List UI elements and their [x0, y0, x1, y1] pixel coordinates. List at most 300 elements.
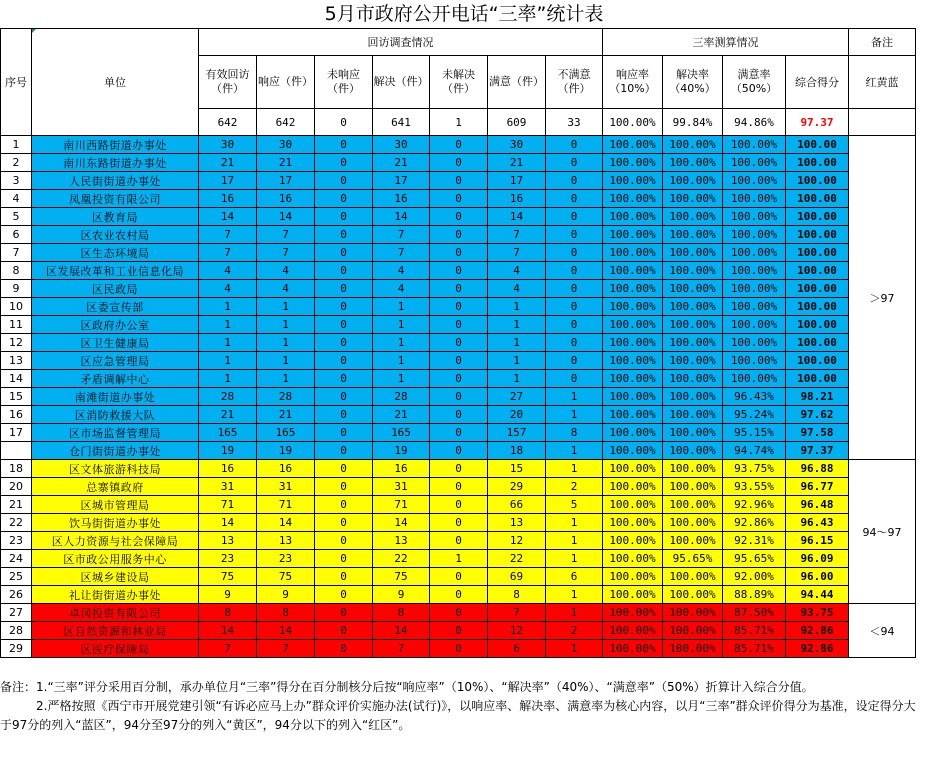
row-count: 2: [546, 478, 603, 496]
row-count: 0: [315, 622, 373, 640]
row-count: 0: [430, 154, 488, 172]
row-rate: 85.71%: [723, 622, 786, 640]
row-count: 1: [373, 334, 430, 352]
row-rate: 100.00%: [603, 406, 663, 424]
row-score: 100.00: [786, 172, 849, 190]
row-count: 71: [257, 496, 315, 514]
row-rate: 100.00%: [603, 388, 663, 406]
row-count: 1: [199, 316, 257, 334]
row-seq: 20: [1, 478, 32, 496]
row-count: 8: [488, 586, 546, 604]
row-count: 1: [546, 550, 603, 568]
row-count: 7: [488, 244, 546, 262]
row-count: 0: [430, 406, 488, 424]
row-score: 100.00: [786, 190, 849, 208]
row-count: 75: [199, 568, 257, 586]
row-unit: 区消防救援大队: [32, 406, 199, 424]
row-count: 16: [373, 460, 430, 478]
row-count: 31: [199, 478, 257, 496]
row-rate: 100.00%: [663, 226, 723, 244]
row-rate: 100.00%: [603, 154, 663, 172]
row-seq: 18: [1, 460, 32, 478]
row-rate: 100.00%: [663, 604, 723, 622]
row-count: 1: [546, 460, 603, 478]
row-rate: 100.00%: [603, 190, 663, 208]
table-row: [1, 262, 916, 280]
row-count: 0: [430, 622, 488, 640]
header-note-group: 备注: [849, 29, 916, 56]
table-row: [1, 334, 916, 352]
total-value: 642: [257, 109, 315, 136]
total-value: 642: [199, 109, 257, 136]
row-rate: 92.86%: [723, 514, 786, 532]
row-count: 14: [257, 622, 315, 640]
row-rate: 100.00%: [603, 568, 663, 586]
row-rate: 95.24%: [723, 406, 786, 424]
row-count: 19: [373, 442, 430, 460]
row-count: 27: [488, 388, 546, 406]
row-count: 4: [257, 262, 315, 280]
row-count: 4: [373, 280, 430, 298]
row-count: 1: [373, 370, 430, 388]
row-score: 97.58: [786, 424, 849, 442]
row-count: 9: [373, 586, 430, 604]
row-unit: 区卫生健康局: [32, 334, 199, 352]
row-score: 100.00: [786, 280, 849, 298]
row-count: 4: [199, 280, 257, 298]
row-count: 20: [488, 406, 546, 424]
row-unit: 区自然资源和林业局: [32, 622, 199, 640]
row-count: 0: [315, 352, 373, 370]
row-seq: 12: [1, 334, 32, 352]
row-rate: 100.00%: [603, 604, 663, 622]
row-count: 165: [199, 424, 257, 442]
row-seq: 29: [1, 640, 32, 658]
row-rate: 100.00%: [603, 208, 663, 226]
row-count: 29: [488, 478, 546, 496]
row-unit: 卓冈投资有限公司: [32, 604, 199, 622]
row-rate: 92.96%: [723, 496, 786, 514]
row-count: 0: [546, 334, 603, 352]
row-rate: 100.00%: [723, 316, 786, 334]
row-seq: 24: [1, 550, 32, 568]
table-row: [1, 550, 916, 568]
row-count: 0: [546, 244, 603, 262]
row-count: 69: [488, 568, 546, 586]
note-line-1: 备注：1.“三率”评分采用百分制，承办单位月“三率”得分在百分制核分后按“响应率”（10%）、“解决率”（40%）、“满意率”（50%）折算计入综合分值。: [0, 680, 814, 694]
row-count: 1: [257, 316, 315, 334]
row-count: 0: [315, 406, 373, 424]
row-rate: 100.00%: [663, 316, 723, 334]
table-row: [1, 370, 916, 388]
row-count: 17: [199, 172, 257, 190]
row-rate: 100.00%: [663, 460, 723, 478]
row-count: 0: [315, 424, 373, 442]
row-count: 165: [373, 424, 430, 442]
row-unit: 区应急管理局: [32, 352, 199, 370]
row-count: 0: [315, 226, 373, 244]
total-value: 33: [546, 109, 603, 136]
row-unit: 区城市管理局: [32, 496, 199, 514]
row-count: 14: [199, 208, 257, 226]
row-rate: 100.00%: [663, 478, 723, 496]
row-seq: 16: [1, 406, 32, 424]
row-count: 1: [546, 406, 603, 424]
total-rate: 94.86%: [723, 109, 786, 136]
row-rate: 100.00%: [663, 208, 723, 226]
row-rate: 100.00%: [663, 532, 723, 550]
table-row: [1, 622, 916, 640]
row-count: 1: [199, 370, 257, 388]
row-rate: 100.00%: [723, 244, 786, 262]
row-count: 13: [373, 532, 430, 550]
row-score: 100.00: [786, 352, 849, 370]
row-seq: 7: [1, 244, 32, 262]
table-row: [1, 640, 916, 658]
header-rate-col: 响应率（10%）: [603, 56, 663, 109]
row-count: 1: [199, 352, 257, 370]
row-count: 1: [257, 352, 315, 370]
row-count: 1: [546, 604, 603, 622]
row-count: 16: [488, 190, 546, 208]
row-unit: 礼让街街道办事处: [32, 586, 199, 604]
row-rate: 100.00%: [603, 280, 663, 298]
row-count: 1: [199, 334, 257, 352]
header-visit-group: 回访调查情况: [199, 29, 603, 56]
row-rate: 85.71%: [723, 640, 786, 658]
row-rate: 100.00%: [603, 226, 663, 244]
row-seq: 21: [1, 496, 32, 514]
row-rate: 100.00%: [663, 388, 723, 406]
row-unit: 区生态环境局: [32, 244, 199, 262]
row-count: 4: [488, 262, 546, 280]
table-row: [1, 442, 916, 460]
row-seq: 10: [1, 298, 32, 316]
row-rate: 100.00%: [663, 514, 723, 532]
row-count: 1: [546, 532, 603, 550]
row-count: 7: [257, 226, 315, 244]
row-rate: 100.00%: [603, 172, 663, 190]
row-score: 100.00: [786, 298, 849, 316]
row-count: 0: [546, 190, 603, 208]
row-count: 0: [430, 586, 488, 604]
row-count: 1: [546, 442, 603, 460]
row-count: 75: [257, 568, 315, 586]
row-score: 96.48: [786, 496, 849, 514]
row-count: 0: [546, 370, 603, 388]
row-count: 1: [546, 640, 603, 658]
row-count: 165: [257, 424, 315, 442]
row-count: 0: [430, 496, 488, 514]
row-rate: 100.00%: [663, 262, 723, 280]
row-count: 19: [199, 442, 257, 460]
zone-label-yellow: 94～97: [849, 460, 916, 604]
row-count: 1: [546, 586, 603, 604]
table-row: [1, 316, 916, 334]
row-score: 98.21: [786, 388, 849, 406]
row-count: 0: [430, 604, 488, 622]
row-rate: 100.00%: [663, 406, 723, 424]
row-rate: 100.00%: [603, 424, 663, 442]
row-count: 8: [373, 604, 430, 622]
row-count: 0: [315, 496, 373, 514]
row-score: 100.00: [786, 154, 849, 172]
row-rate: 100.00%: [723, 136, 786, 154]
row-count: 0: [546, 262, 603, 280]
row-count: 7: [373, 244, 430, 262]
row-count: 23: [199, 550, 257, 568]
row-count: 0: [315, 550, 373, 568]
row-seq: 27: [1, 604, 32, 622]
row-count: 13: [199, 532, 257, 550]
row-rate: 87.50%: [723, 604, 786, 622]
page-title: 5月市政府公开电话“三率”统计表: [324, 3, 604, 25]
row-rate: 100.00%: [603, 316, 663, 334]
row-count: 21: [199, 154, 257, 172]
row-count: 1: [546, 388, 603, 406]
row-count: 30: [199, 136, 257, 154]
row-count: 0: [315, 478, 373, 496]
row-count: 0: [546, 172, 603, 190]
row-count: 0: [315, 334, 373, 352]
row-count: 14: [373, 622, 430, 640]
row-score: 93.75: [786, 604, 849, 622]
row-count: 4: [257, 280, 315, 298]
row-count: 7: [257, 244, 315, 262]
row-seq: 2: [1, 154, 32, 172]
row-score: 96.77: [786, 478, 849, 496]
row-count: 17: [373, 172, 430, 190]
row-rate: 100.00%: [603, 460, 663, 478]
row-count: 0: [430, 208, 488, 226]
row-count: 7: [488, 226, 546, 244]
row-count: 0: [315, 460, 373, 478]
row-count: 0: [315, 604, 373, 622]
row-seq: 17: [1, 424, 32, 442]
header-col: 响应（件）: [257, 56, 315, 109]
table-row: [1, 460, 916, 478]
row-rate: 100.00%: [723, 172, 786, 190]
row-count: 21: [373, 406, 430, 424]
row-count: 0: [315, 154, 373, 172]
row-unit: 南滩街道办事处: [32, 388, 199, 406]
row-unit: 仓门街街道办事处: [32, 442, 199, 460]
row-rate: 100.00%: [723, 334, 786, 352]
row-unit: 南川东路街道办事处: [32, 154, 199, 172]
row-count: 0: [430, 532, 488, 550]
row-rate: 100.00%: [663, 172, 723, 190]
row-rate: 92.00%: [723, 568, 786, 586]
header-zone: 红黄蓝: [849, 56, 916, 109]
row-count: 0: [430, 334, 488, 352]
row-rate: 100.00%: [603, 262, 663, 280]
row-count: 14: [373, 208, 430, 226]
row-seq: [1, 442, 32, 460]
row-count: 7: [199, 244, 257, 262]
row-rate: 100.00%: [663, 640, 723, 658]
row-rate: 100.00%: [663, 298, 723, 316]
row-seq: 13: [1, 352, 32, 370]
row-count: 28: [257, 388, 315, 406]
table-row: [1, 136, 916, 154]
table-row: [1, 172, 916, 190]
table-row: [1, 514, 916, 532]
row-count: 1: [257, 334, 315, 352]
row-count: 21: [488, 154, 546, 172]
row-rate: 100.00%: [723, 280, 786, 298]
row-score: 100.00: [786, 208, 849, 226]
row-count: 8: [546, 424, 603, 442]
row-rate: 100.00%: [663, 586, 723, 604]
row-count: 23: [257, 550, 315, 568]
header-seq: 序号: [1, 29, 32, 136]
row-count: 14: [257, 514, 315, 532]
total-value: 1: [430, 109, 488, 136]
zone-label-red: ＜94: [849, 604, 916, 658]
row-unit: 饮马街街道办事处: [32, 514, 199, 532]
table-row: [1, 406, 916, 424]
total-value: 609: [488, 109, 546, 136]
header-col: 不满意（件）: [546, 56, 603, 109]
row-count: 15: [488, 460, 546, 478]
row-score: 100.00: [786, 334, 849, 352]
row-unit: 区人力资源与社会保障局: [32, 532, 199, 550]
row-seq: 4: [1, 190, 32, 208]
row-count: 1: [257, 370, 315, 388]
table-row: [1, 154, 916, 172]
table-row: [1, 208, 916, 226]
total-value: 0: [315, 109, 373, 136]
row-unit: 南川西路街道办事处: [32, 136, 199, 154]
row-count: 0: [315, 208, 373, 226]
row-count: 4: [373, 262, 430, 280]
row-score: 96.88: [786, 460, 849, 478]
row-score: 97.62: [786, 406, 849, 424]
row-count: 1: [199, 298, 257, 316]
row-count: 0: [546, 298, 603, 316]
row-rate: 100.00%: [663, 154, 723, 172]
row-seq: 14: [1, 370, 32, 388]
row-count: 6: [546, 568, 603, 586]
table-row: [1, 226, 916, 244]
row-rate: 100.00%: [663, 244, 723, 262]
row-count: 16: [199, 190, 257, 208]
table-row: [1, 388, 916, 406]
row-rate: 100.00%: [723, 154, 786, 172]
row-count: 0: [430, 136, 488, 154]
row-rate: 100.00%: [603, 442, 663, 460]
table-row: [1, 424, 916, 442]
row-rate: 100.00%: [723, 370, 786, 388]
row-seq: 26: [1, 586, 32, 604]
row-unit: 区医疗保障局: [32, 640, 199, 658]
row-count: 7: [199, 640, 257, 658]
row-count: 19: [257, 442, 315, 460]
row-rate: 100.00%: [663, 136, 723, 154]
row-count: 0: [430, 190, 488, 208]
row-count: 0: [315, 640, 373, 658]
row-rate: 100.00%: [603, 550, 663, 568]
row-rate: 100.00%: [603, 478, 663, 496]
row-rate: 96.43%: [723, 388, 786, 406]
row-unit: 区教育局: [32, 208, 199, 226]
row-count: 0: [315, 262, 373, 280]
total-zone-empty: [849, 109, 916, 136]
row-count: 7: [488, 604, 546, 622]
header-col: 解决（件）: [373, 56, 430, 109]
total-value: 641: [373, 109, 430, 136]
row-count: 1: [488, 334, 546, 352]
row-count: 0: [315, 136, 373, 154]
zone-label-blue: ＞97: [849, 136, 916, 460]
row-score: 97.37: [786, 442, 849, 460]
row-rate: 100.00%: [663, 370, 723, 388]
row-score: 100.00: [786, 244, 849, 262]
row-rate: 93.75%: [723, 460, 786, 478]
row-count: 0: [430, 262, 488, 280]
row-rate: 100.00%: [663, 424, 723, 442]
row-count: 0: [430, 226, 488, 244]
table-row: [1, 532, 916, 550]
row-count: 1: [430, 550, 488, 568]
row-rate: 94.74%: [723, 442, 786, 460]
row-score: 100.00: [786, 136, 849, 154]
row-count: 18: [488, 442, 546, 460]
row-score: 96.15: [786, 532, 849, 550]
row-count: 9: [199, 586, 257, 604]
row-count: 157: [488, 424, 546, 442]
row-count: 0: [430, 568, 488, 586]
row-count: 0: [315, 316, 373, 334]
row-count: 0: [315, 568, 373, 586]
row-rate: 100.00%: [603, 622, 663, 640]
row-rate: 95.65%: [663, 550, 723, 568]
row-count: 16: [257, 190, 315, 208]
row-count: 16: [199, 460, 257, 478]
row-count: 1: [488, 370, 546, 388]
row-count: 0: [430, 640, 488, 658]
row-count: 0: [546, 226, 603, 244]
row-count: 0: [546, 208, 603, 226]
row-count: 0: [315, 442, 373, 460]
header-rate-group: 三率测算情况: [603, 29, 849, 56]
row-unit: 区委宣传部: [32, 298, 199, 316]
row-score: 92.86: [786, 622, 849, 640]
row-count: 12: [488, 532, 546, 550]
row-rate: 100.00%: [603, 514, 663, 532]
row-count: 6: [488, 640, 546, 658]
total-score: 97.37: [786, 109, 849, 136]
row-score: 100.00: [786, 316, 849, 334]
row-count: 0: [430, 478, 488, 496]
row-score: 100.00: [786, 370, 849, 388]
row-count: 0: [315, 388, 373, 406]
row-rate: 100.00%: [603, 370, 663, 388]
table-row: [1, 586, 916, 604]
row-seq: 22: [1, 514, 32, 532]
row-rate: 100.00%: [663, 352, 723, 370]
table-row: [1, 190, 916, 208]
header-col: 未响应（件）: [315, 56, 373, 109]
row-count: 7: [373, 640, 430, 658]
row-count: 0: [430, 352, 488, 370]
row-count: 1: [373, 316, 430, 334]
row-rate: 100.00%: [663, 622, 723, 640]
row-count: 1: [488, 352, 546, 370]
row-count: 0: [315, 280, 373, 298]
row-unit: 凤凰投资有限公司: [32, 190, 199, 208]
row-count: 0: [546, 136, 603, 154]
